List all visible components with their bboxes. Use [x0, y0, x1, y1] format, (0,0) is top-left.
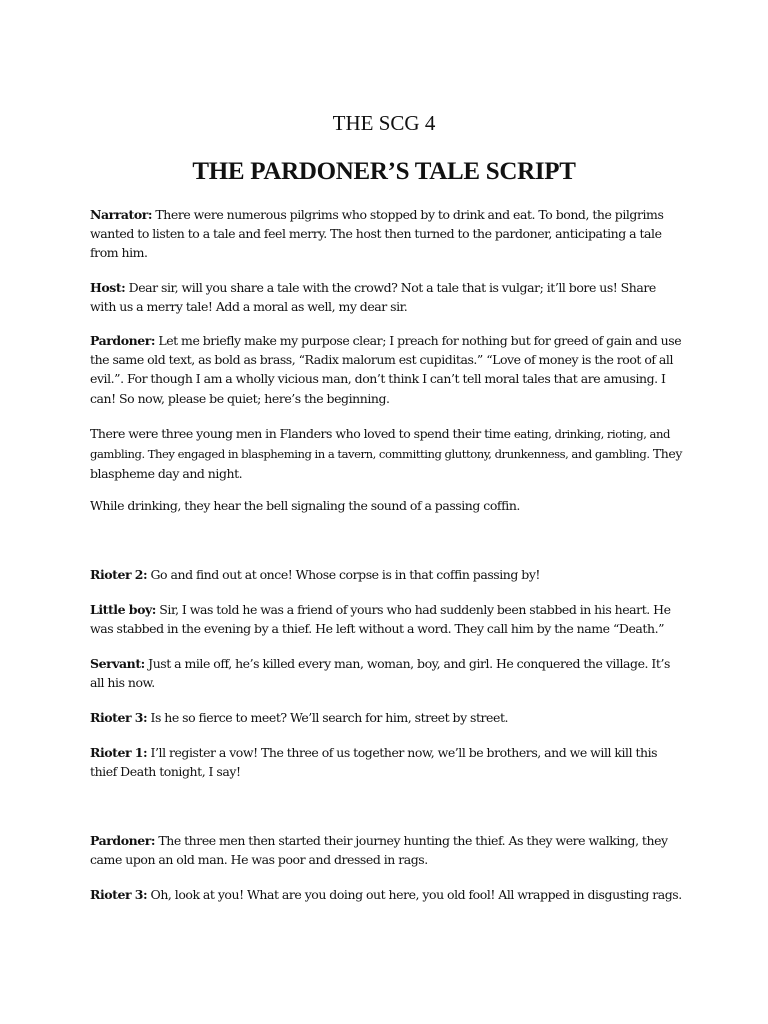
- script-line-rioter-3: [90, 708, 684, 727]
- script-line-rioter-1: [90, 743, 684, 781]
- line-text: Dear sir, will you share a tale with the crowd? Not a tale that is vulgar; it’ll bore us! Share with us a merry tale! Add a moral as well, my dear sir.: [90, 280, 656, 315]
- line-text: There were three young men in Flanders who loved to spend their time: [90, 426, 514, 441]
- document-subtitle: THE SCG 4: [332, 111, 436, 135]
- line-text: There were numerous pilgrims who stopped by to drink and eat. To bond, the pilgrims wanted to listen to a tale and feel merry. The host then turned to the pardoner, anticipating a tale from him.: [90, 207, 664, 261]
- line-text: Let me briefly make my purpose clear; I preach for nothing but for greed of gain and use the same old text, as bold as brass, “Radix malorum est cupiditas.” “Love of money is the root of all evil.”. For though I am a wholly vicious man, don’t think I can’t tell moral tales that are amusing. I can! So now, please be quiet; here’s the beginning.: [90, 333, 682, 406]
- narration-paragraph: [90, 424, 684, 484]
- script-line-rioter-3: [90, 885, 684, 904]
- speaker-label: Little boy:: [90, 602, 156, 617]
- script-line-rioter-2: [90, 565, 684, 584]
- line-text: Just a mile off, he’s killed every man, woman, boy, and girl. He conquered the village. It’s all his now.: [90, 656, 670, 691]
- script-line-little-boy: [90, 600, 684, 638]
- speaker-label: Host:: [90, 280, 126, 295]
- script-line-host: [90, 278, 684, 316]
- line-text-small: eating, drinking, rioting, and gambling. They engaged in blaspheming in a tavern, committing gluttony, drunkenness, and gambling.: [90, 427, 670, 462]
- script-line-pardoner: [90, 831, 684, 869]
- line-text: Oh, look at you! What are you doing out here, you old fool! All wrapped in disgusting rags.: [147, 887, 682, 902]
- line-text: The three men then started their journey hunting the thief. As they were walking, they came upon an old man. He was poor and dressed in rags.: [90, 833, 668, 868]
- speaker-label: Pardoner:: [90, 333, 156, 348]
- line-text: While drinking, they hear the bell signaling the sound of a passing coffin.: [90, 498, 520, 513]
- speaker-label: Rioter 1:: [90, 745, 148, 760]
- script-line-narrator: [90, 205, 684, 263]
- speaker-label: Pardoner:: [90, 833, 156, 848]
- line-text: Go and find out at once! Whose corpse is in that coffin passing by!: [147, 567, 541, 582]
- script-line-servant: [90, 654, 684, 692]
- line-text: They blaspheme day and night.: [90, 446, 682, 482]
- speaker-label: Rioter 3:: [90, 710, 148, 725]
- line-text: Is he so fierce to meet? We’ll search for him, street by street.: [147, 710, 509, 725]
- narration-paragraph: [90, 496, 684, 515]
- speaker-label: Rioter 2:: [90, 567, 148, 582]
- script-line-pardoner: [90, 331, 684, 408]
- speaker-label: Narrator:: [90, 207, 153, 222]
- line-text: Sir, I was told he was a friend of yours who had suddenly been stabbed in his heart. He was stabbed in the evening by a thief. He left without a word. They call him by the name “Death.”: [90, 602, 671, 637]
- document-title: THE PARDONER’S TALE SCRIPT: [192, 158, 576, 185]
- line-text: I’ll register a vow! The three of us together now, we’ll be brothers, and we will kill this thief Death tonight, I say!: [90, 745, 658, 780]
- speaker-label: Rioter 3:: [90, 887, 148, 902]
- speaker-label: Servant:: [90, 656, 145, 671]
